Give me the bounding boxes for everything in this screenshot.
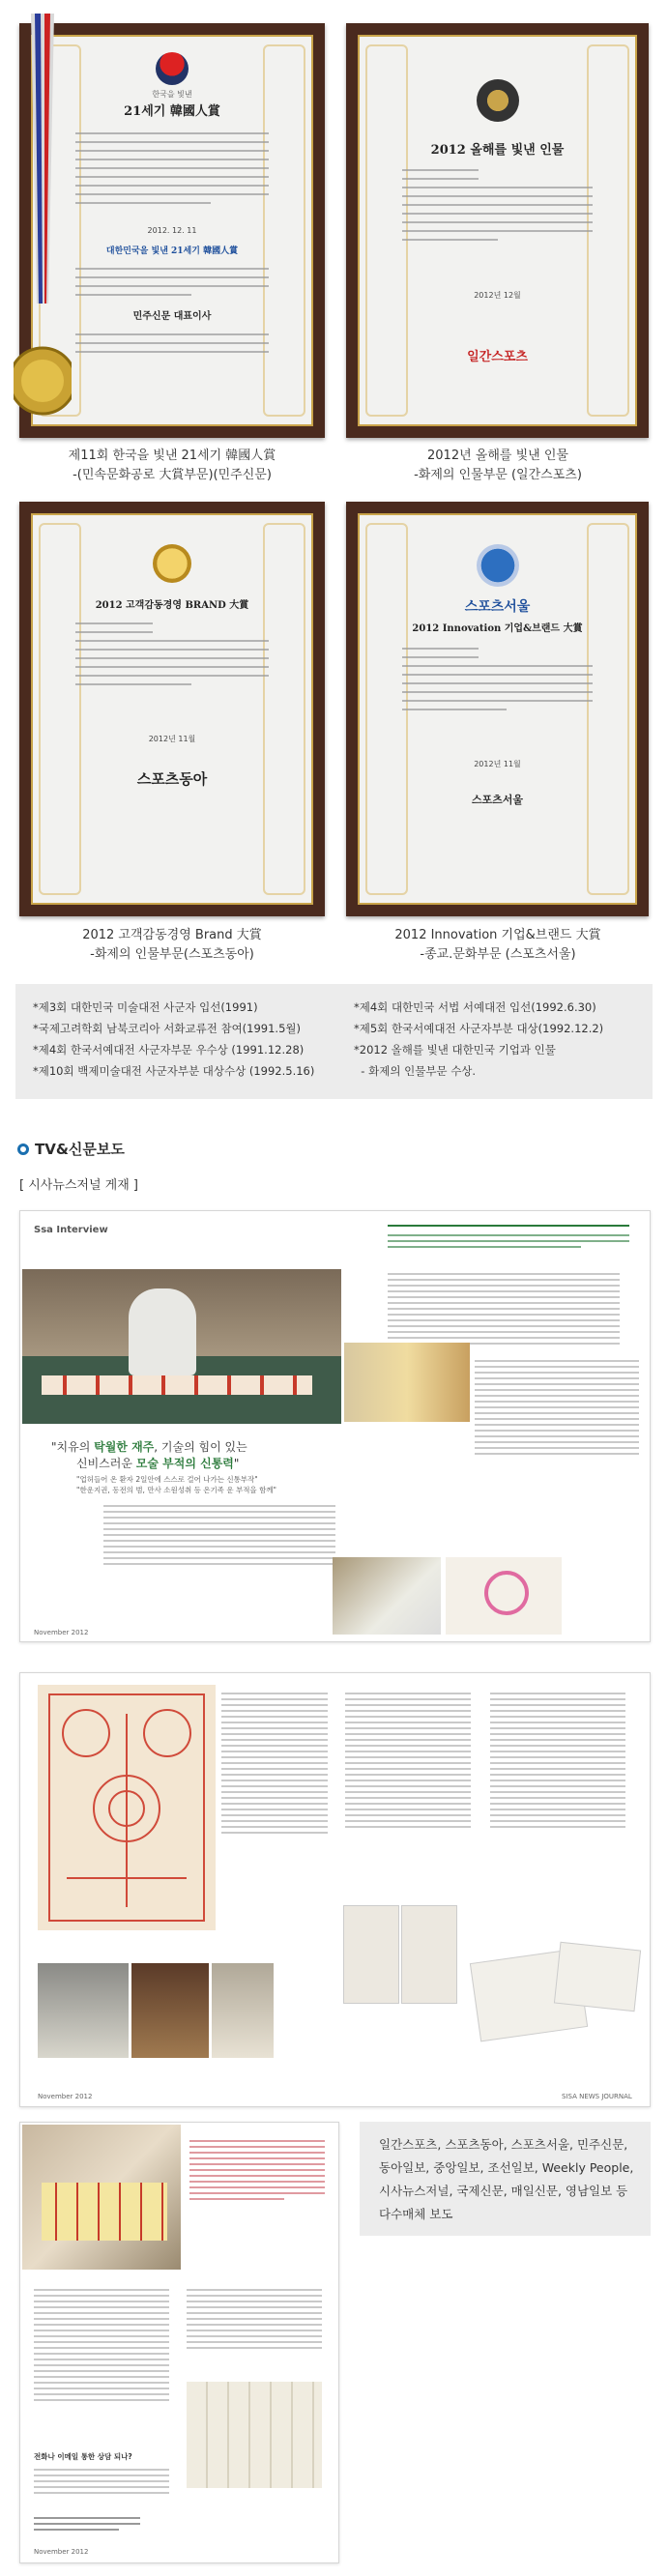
talisman-pattern-icon: [38, 1685, 216, 1930]
quote-subline: "한운지권, 동전의 범, 만사 소원성취 등 온기족 운 부적을 함께": [76, 1486, 277, 1494]
plaque-header-logo: 스포츠서울: [464, 599, 531, 615]
ribbon-medal-icon: [14, 14, 72, 439]
shrine-photo: [344, 1343, 470, 1422]
document-photo: [343, 1905, 399, 2004]
paper-sheets: [42, 1375, 312, 1395]
achievements-box: [15, 984, 653, 1099]
plaque-org: 스포츠서울: [471, 794, 524, 806]
article-text-column: [34, 2465, 169, 2498]
article-text-column: [490, 1689, 625, 1832]
media-line: 동아일보, 중앙일보, 조선일보, Weekly People,: [379, 2160, 634, 2175]
talisman-grid-photo: [187, 2382, 322, 2488]
caption-line: -(민속문화공로 大賞부문)(민주신문): [73, 468, 272, 482]
caption-line: -종교.문화부문 (스포츠서울): [420, 947, 576, 962]
award-caption-2: [338, 447, 657, 485]
plaque-body-text: [75, 616, 269, 692]
magazine-article-3: [19, 2122, 339, 2563]
media-line: 다수매체 보도: [379, 2207, 453, 2221]
caption-line: 2012 고객감동경영 Brand 大賞: [82, 928, 262, 942]
page-footer: November 2012: [34, 2548, 89, 2556]
magazine-article-1: [19, 1210, 651, 1642]
page-footer: SISA NEWS JOURNAL: [562, 2093, 632, 2100]
quote-text: , 기술의 힘이 있는: [154, 1440, 247, 1454]
plaque-title: 21세기 韓國人賞: [124, 104, 220, 119]
plaque-date: 2012년 11월: [148, 735, 196, 743]
section-label: Ssa Interview: [34, 1225, 108, 1235]
feature-quote: [51, 1439, 370, 1495]
plaque-face: [31, 513, 313, 905]
article-text-column: [475, 1356, 639, 1459]
plaque-org-logo: 스포츠동아: [136, 770, 208, 788]
paper-strips: [42, 2183, 167, 2241]
caption-line: 2012 Innovation 기업&브랜드 大賞: [394, 928, 601, 942]
plaque-body-text: [402, 162, 593, 247]
seal-emblem: [477, 79, 519, 122]
award-badge-emblem: [153, 544, 191, 583]
article-text-column: [388, 1269, 620, 1348]
calligrapher-photo: [22, 1269, 341, 1424]
achievement-item: *국제고려학회 남북코리아 서화교류전 참여(1991.5월): [33, 1022, 301, 1035]
article-text-column: [103, 1501, 335, 1569]
achievement-item: *제5회 한국서예대전 사군자부분 대상(1992.12.2): [354, 1022, 604, 1035]
plaque-body-text: [402, 641, 593, 717]
media-line: 일간스포츠, 스포츠동아, 스포츠서울, 민주신문,: [379, 2137, 628, 2152]
brush-writing-photo: [22, 2125, 181, 2270]
document-photo: [401, 1905, 457, 2004]
achievement-item: *2012 올해를 빛낸 대한민국 기업과 인물: [354, 1043, 556, 1056]
plaque-face: [31, 35, 313, 426]
plaque-date: 2012. 12. 11: [147, 226, 197, 235]
award-plaque-2: [346, 23, 649, 438]
caption-line: 2012년 올해를 빛낸 인물: [427, 449, 568, 463]
plaque-title: 2012 고객감동경영 BRAND 大賞: [95, 600, 249, 611]
plaque-title: 2012 올해를 빛낸 인물: [430, 143, 565, 158]
plaque-date: 2012년 11월: [474, 760, 521, 768]
page-footer: November 2012: [38, 2093, 93, 2100]
quote-text: "치유의: [51, 1440, 95, 1454]
highlight-quote: [388, 1225, 629, 1269]
section-title: TV&신문보도: [35, 1141, 125, 1158]
plaque-org: 민주신문 대표이사: [132, 311, 212, 322]
page-footer: November 2012: [34, 1629, 89, 1636]
plaque-header: 한국을 빛낸: [152, 90, 192, 99]
plaque-face: [358, 35, 637, 426]
document-photo: [554, 1942, 641, 2012]
article-text-column: [34, 2285, 169, 2405]
plaque-border-ornament: [263, 523, 305, 895]
meditation-photo: [38, 1963, 129, 2058]
quote-emphasis: 탁월한 재주: [94, 1440, 155, 1454]
quote-text: 신비스러운: [76, 1457, 136, 1470]
article-text-column: [221, 1689, 328, 1838]
pull-quote: [189, 2136, 325, 2204]
award-caption-4: [338, 926, 657, 965]
plaque-footer: 대한민국을 빛낸 21세기 韓國人賞: [105, 246, 239, 256]
plaque-title: 2012 Innovation 기업&브랜드 大賞: [412, 623, 583, 634]
plaque-border-ornament: [39, 523, 81, 895]
colored-circle: [484, 1571, 529, 1615]
person-figure: [129, 1288, 196, 1375]
quote-emphasis: 모술 부적의 신통력: [135, 1457, 234, 1470]
circle-bullet-icon: [17, 1143, 29, 1155]
contact-info: [34, 2513, 140, 2534]
quote-subline: "업허들어 온 환자 2일안에 스스로 걸어 나가는 신통부작": [76, 1475, 258, 1484]
award-caption-3: [10, 926, 334, 965]
magazine-article-2: [19, 1672, 651, 2107]
award-plaque-1: [19, 23, 325, 438]
korean-flag-emblem: [156, 52, 189, 85]
plaque-face: [358, 513, 637, 905]
caption-line: 제11회 한국을 빛낸 21세기 韓國人賞: [68, 449, 276, 463]
media-outlets-box: [360, 2122, 651, 2236]
award-badge-emblem: [477, 544, 519, 587]
award-caption-1: [10, 447, 334, 485]
statue-photo: [212, 1963, 274, 2058]
plaque-date: 2012년 12월: [474, 291, 521, 300]
media-line: 시사뉴스저널, 국제신문, 매일신문, 영남일보 등: [379, 2184, 628, 2198]
caption-line: -화제의 인물부문(스포츠동아): [90, 947, 254, 962]
award-plaque-4: [346, 502, 649, 916]
plaque-border-ornament: [587, 523, 629, 895]
talisman-photo: [446, 1557, 562, 1635]
interior-photo: [131, 1963, 209, 2058]
plaque-fine-print: [75, 327, 269, 360]
writing-photo: [333, 1557, 441, 1635]
achievement-item: *제4회 대한민국 서법 서예대전 입선(1992.6.30): [354, 1000, 596, 1014]
talisman-scroll-photo: [38, 1685, 216, 1930]
achievement-item: *제10회 백제미술대전 사군자부분 대상수상 (1992.5.16): [33, 1064, 315, 1078]
plaque-org-logo: 일간스포츠: [467, 350, 528, 364]
caption-line: -화제의 인물부문 (일간스포츠): [414, 468, 582, 482]
award-plaque-3: [19, 502, 325, 916]
achievement-item: *제4회 한국서예대전 사군자부문 우수상 (1991.12.28): [33, 1043, 305, 1056]
achievement-item: - 화제의 인물부문 수상.: [354, 1064, 477, 1078]
quote-text: ": [233, 1457, 240, 1470]
interview-question: 전화나 이메일 통한 상담 되나?: [34, 2452, 132, 2461]
section-subtitle: [ 시사뉴스저널 게재 ]: [19, 1178, 139, 1193]
article-text-column: [187, 2285, 322, 2353]
plaque-signature-lines: [75, 261, 269, 303]
achievement-item: *제3회 대한민국 미술대전 사군자 입선(1991): [33, 1000, 258, 1014]
plaque-body-text: [75, 126, 269, 211]
article-text-column: [345, 1689, 471, 1832]
